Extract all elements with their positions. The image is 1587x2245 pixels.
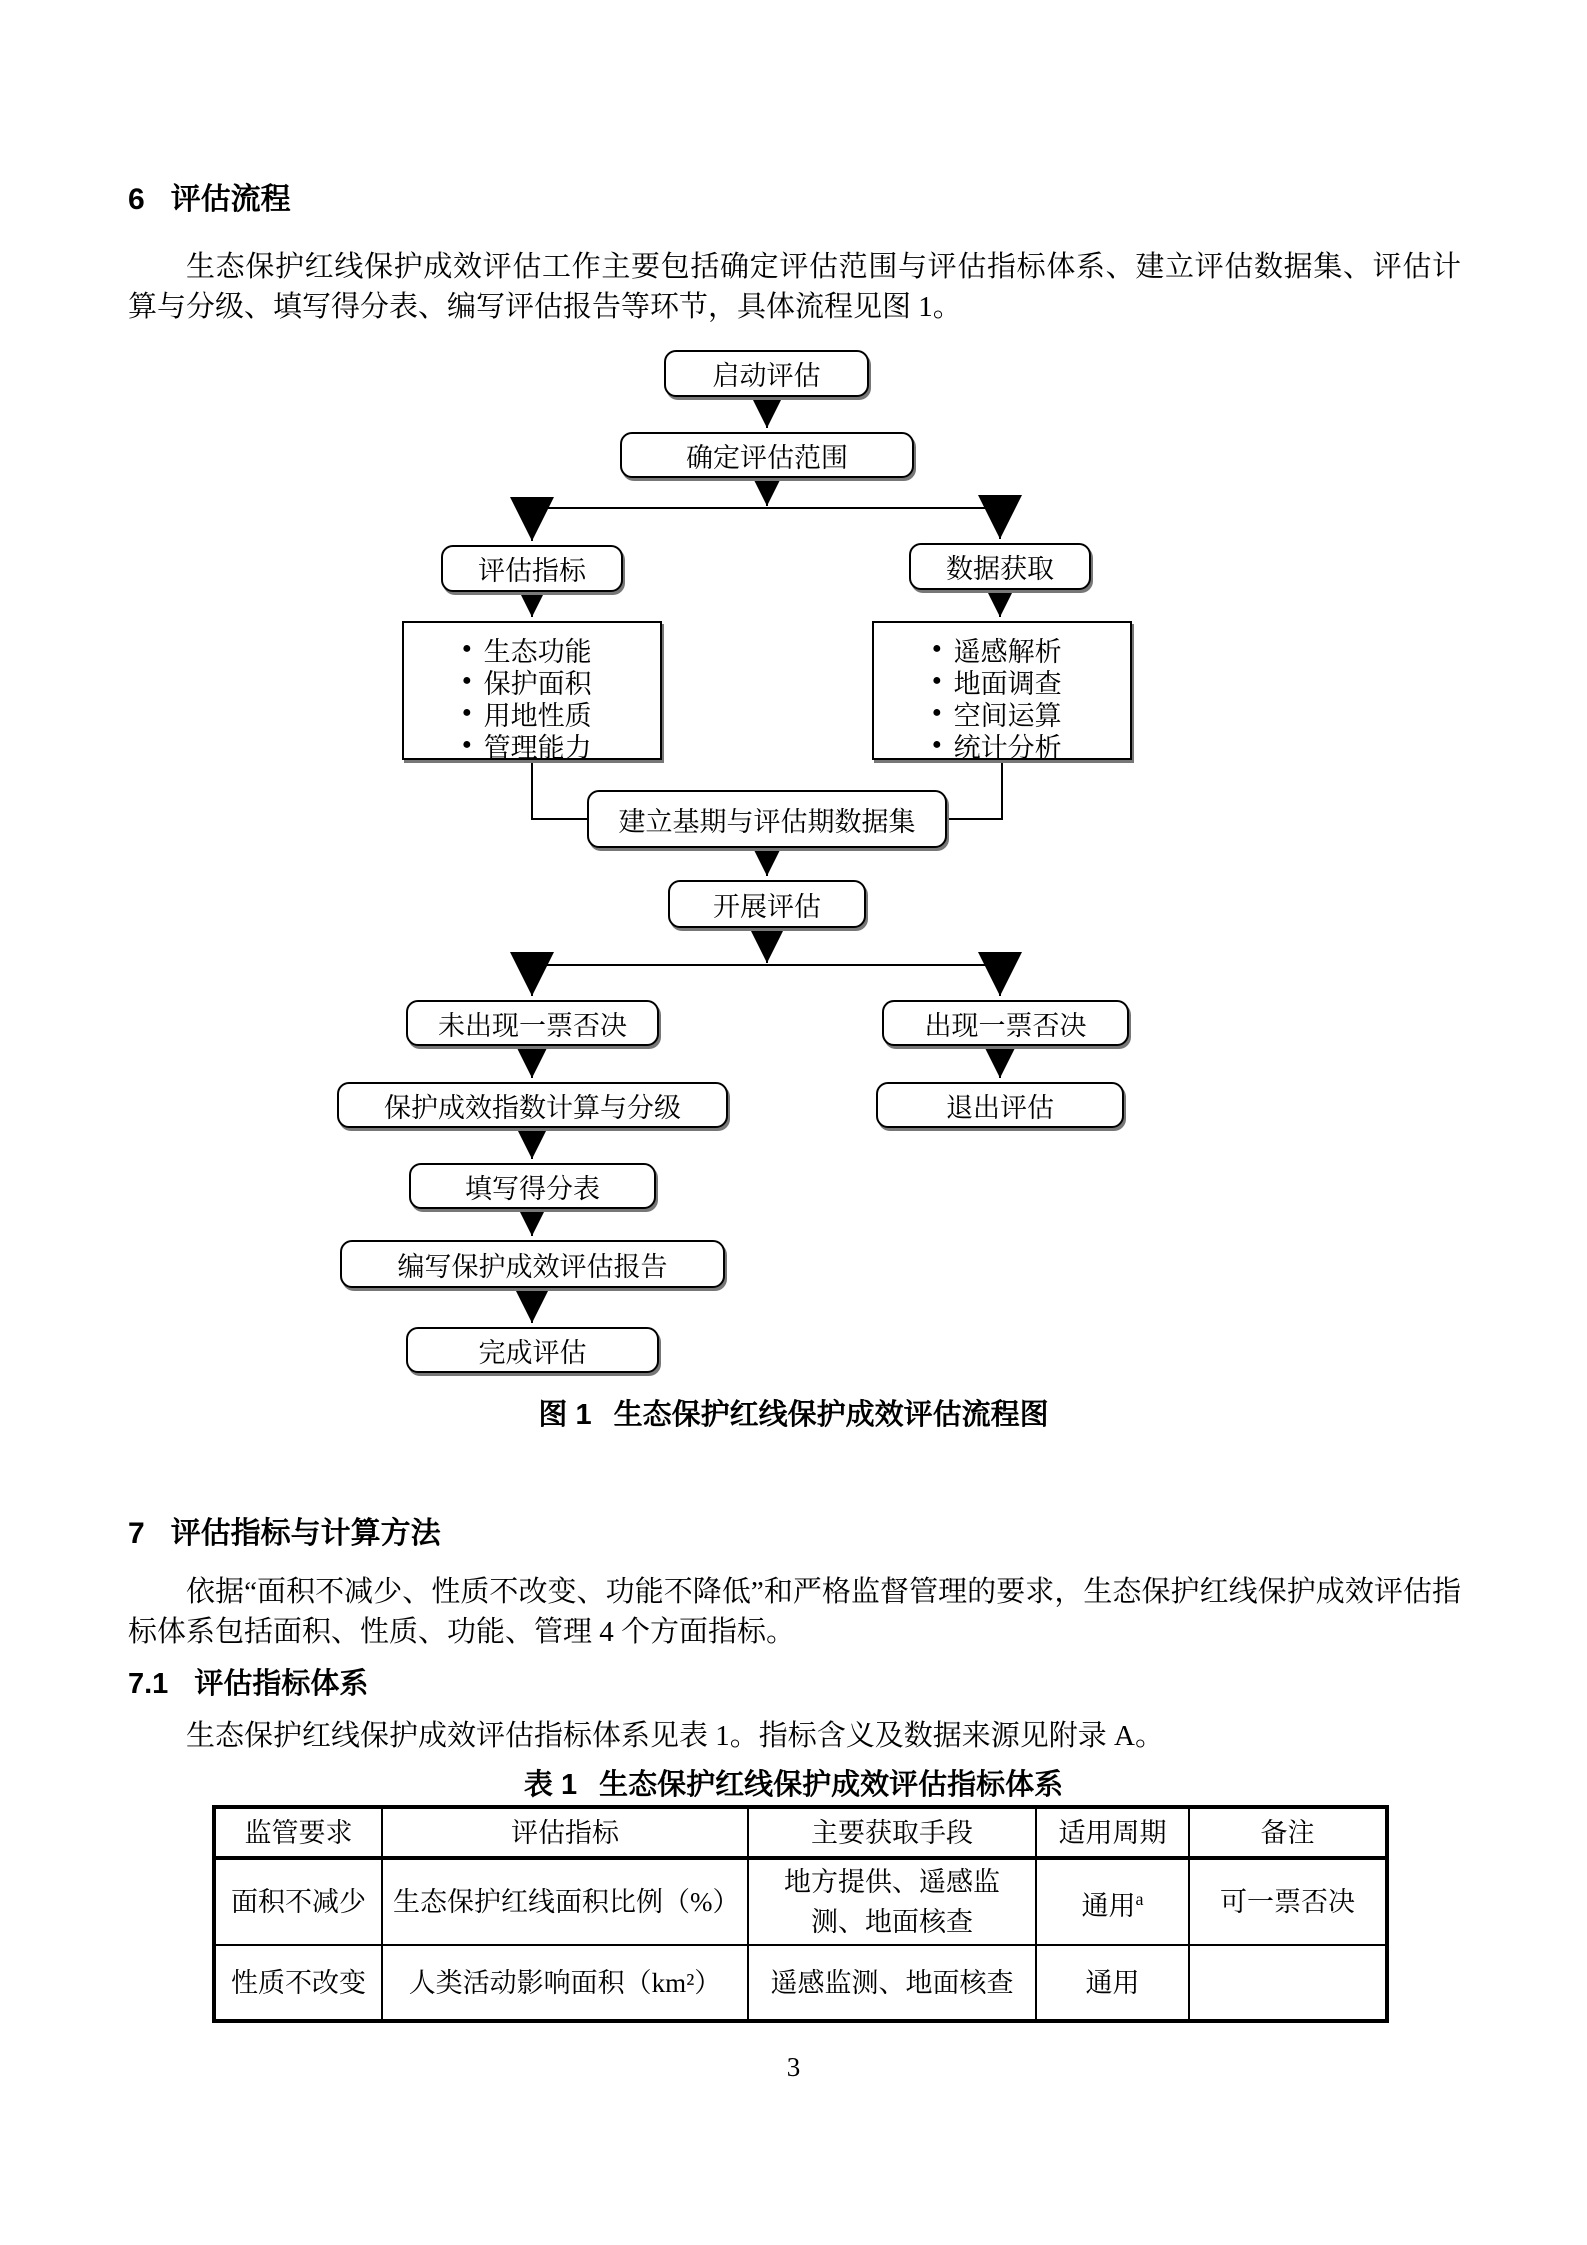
table-header-row [214, 1807, 1387, 1858]
section-7-1-paragraph: 生态保护红线保护成效评估指标体系见表 1。指标含义及数据来源见附录 A。 [186, 1720, 1164, 1752]
flowchart-node-exit [876, 1082, 1124, 1128]
flowchart-node-dataset [587, 790, 947, 848]
list-item: ● 统计分析 [932, 732, 1062, 763]
flowchart-node-score-sheet [409, 1163, 656, 1209]
table-cell: 遥感监测、地面核查 [748, 1945, 1036, 2021]
list-item: ● 管理能力 [462, 732, 592, 763]
table-cell [1189, 1945, 1387, 2021]
section-7-1-title: 评估指标体系 [194, 1668, 369, 1700]
figure-caption-text: 生态保护红线保护成效评估流程图 [613, 1399, 1049, 1431]
flowchart-node-report-label: 编写保护成效评估报告 [397, 1251, 668, 1282]
bullet-icon: ● [462, 640, 472, 657]
section-6-title: 评估流程 [170, 183, 291, 216]
flowchart-node-exit-label: 退出评估 [946, 1092, 1054, 1123]
flowchart-node-data-acquisition [909, 543, 1091, 590]
table-caption-label: 表 1 [523, 1769, 578, 1801]
table-cell: 地方提供、遥感监测、地面核查 [748, 1858, 1036, 1945]
flowchart-node-indicators-label: 评估指标 [478, 556, 586, 586]
figure-caption-label: 图 1 [538, 1399, 592, 1431]
flowchart-node-index-calc-label: 保护成效指数计算与分级 [384, 1092, 681, 1123]
table-cell: 通用$^a$ [1036, 1858, 1189, 1945]
section-7-paragraph: 依据“面积不减少、性质不改变、功能不降低”和严格监督管理的要求，生态保护红线保护成效评估指标体系包括面积、性质、功能、管理 4 个方面指标。 [128, 1576, 1461, 1648]
table-row [214, 1858, 1387, 1945]
flowchart-node-indicator-list [402, 621, 662, 763]
flowchart-node-report [340, 1240, 725, 1288]
bullet-icon: ● [462, 736, 472, 753]
figure-caption [0, 1398, 1587, 1432]
flowchart-node-finish-label: 完成评估 [478, 1337, 587, 1368]
flowchart-node-finish [406, 1327, 659, 1373]
bullet-icon: ● [932, 736, 942, 753]
list-item: ● 生态功能 [462, 636, 592, 667]
data-method-list [874, 623, 1062, 761]
flowchart-node-veto-label: 出现一票否决 [924, 1010, 1087, 1041]
flowchart-node-start-label: 启动评估 [712, 361, 821, 391]
list-item: ● 保护面积 [462, 668, 592, 699]
table-cell: 通用 [1036, 1945, 1189, 2021]
section-6-number: 6 [128, 183, 145, 216]
table-cell: 可一票否决 [1189, 1858, 1387, 1945]
flowchart-node-score-sheet-label: 填写得分表 [465, 1173, 600, 1204]
column-header: 主要获取手段 [748, 1807, 1036, 1858]
flowchart-node-veto [882, 1000, 1129, 1046]
list-item: ● 地面调查 [932, 668, 1062, 699]
section-7-1-heading [128, 1666, 368, 1702]
flowchart-node-scope-label: 确定评估范围 [686, 442, 848, 473]
list-item: ● 用地性质 [462, 700, 592, 731]
flowchart-node-index-calc [337, 1082, 728, 1128]
section-7-title: 评估指标与计算方法 [170, 1517, 441, 1550]
flowchart-node-scope [620, 432, 914, 478]
column-header: 备注 [1189, 1807, 1387, 1858]
flowchart-node-data-list [872, 621, 1132, 763]
section-7-1-number: 7.1 [128, 1668, 169, 1700]
bullet-icon: ● [932, 672, 942, 689]
list-item: ● 空间运算 [932, 700, 1062, 731]
flowchart-node-start [664, 350, 869, 397]
column-header: 监管要求 [214, 1807, 382, 1858]
column-header: 评估指标 [382, 1807, 748, 1858]
flowchart-node-data-acquisition-label: 数据获取 [946, 554, 1054, 584]
table-caption [0, 1768, 1587, 1802]
flowchart-node-conduct-label: 开展评估 [713, 891, 821, 922]
table-cell: 面积不减少 [214, 1858, 382, 1945]
table-row [214, 1945, 1387, 2021]
bullet-icon: ● [462, 704, 472, 721]
bullet-icon: ● [932, 704, 942, 721]
bullet-icon: ● [932, 640, 942, 657]
indicator-list [404, 623, 592, 761]
flowchart-node-indicators [441, 545, 623, 592]
table-cell: 性质不改变 [214, 1945, 382, 2021]
table-caption-text: 生态保护红线保护成效评估指标体系 [599, 1769, 1064, 1801]
flowchart-node-dataset-label: 建立基期与评估期数据集 [618, 806, 916, 837]
indicator-system-table [212, 1805, 1389, 2023]
flowchart-node-no-veto-label: 未出现一票否决 [438, 1010, 627, 1041]
section-7-number: 7 [128, 1517, 145, 1550]
flowchart-node-conduct [668, 880, 866, 928]
section-7-heading [128, 1516, 441, 1552]
section-6-paragraph: 生态保护红线保护成效评估工作主要包括确定评估范围与评估指标体系、建立评估数据集、评估计算与分级、填写得分表、编写评估报告等环节，具体流程见图 1。 [128, 251, 1461, 323]
page-number: 3 [786, 2052, 801, 2082]
table-note-superscript: a [1135, 1888, 1144, 1909]
table-cell: 生态保护红线面积比例（%） [382, 1858, 748, 1945]
flowchart-node-no-veto [406, 1000, 659, 1046]
table-cell: 人类活动影响面积（km²） [382, 1945, 748, 2021]
bullet-icon: ● [462, 672, 472, 689]
list-item: ● 遥感解析 [932, 636, 1062, 667]
column-header: 适用周期 [1036, 1807, 1189, 1858]
